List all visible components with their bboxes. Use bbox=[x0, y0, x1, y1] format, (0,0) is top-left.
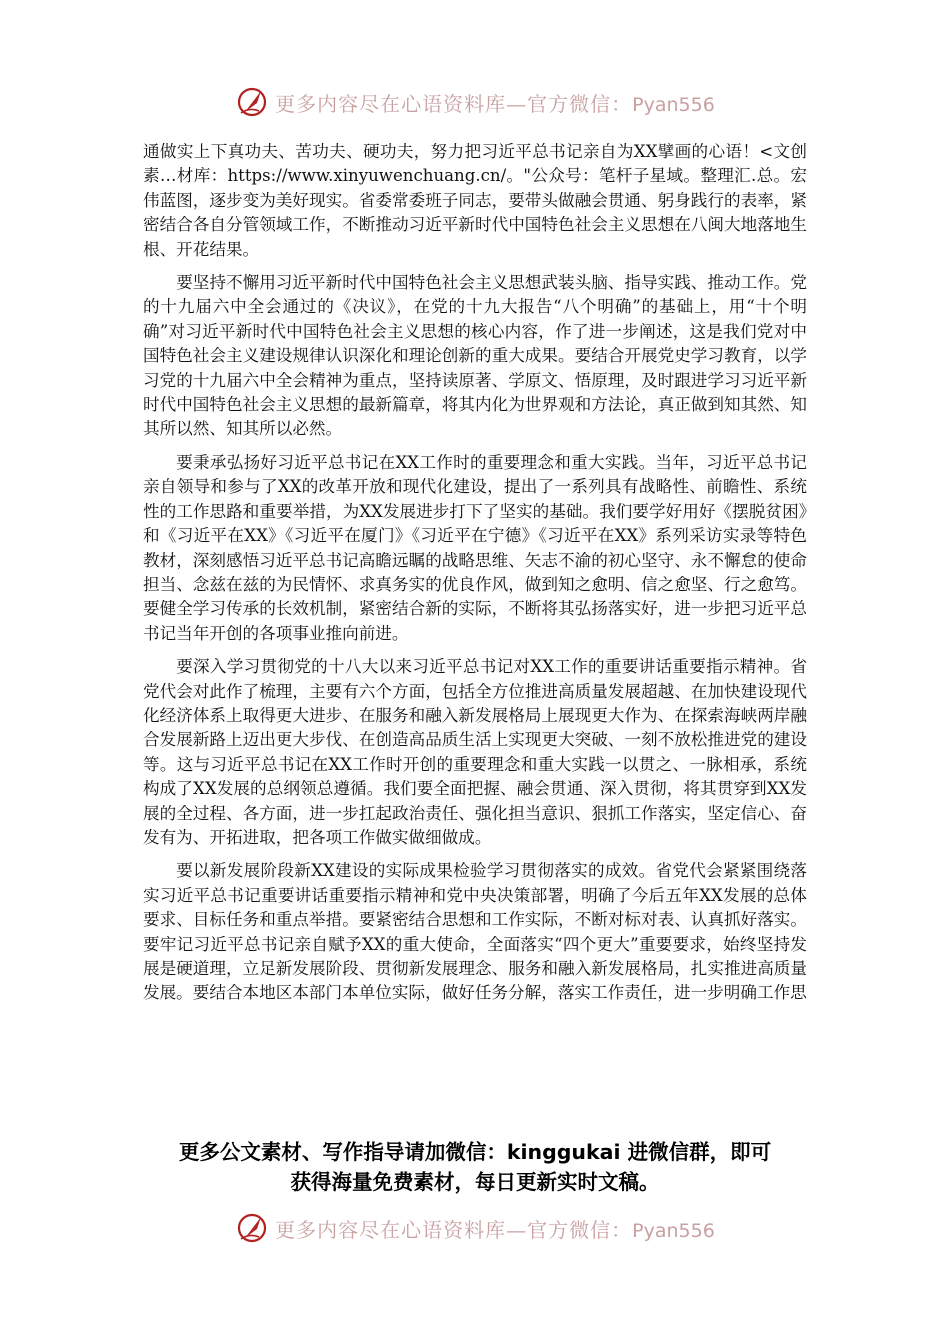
promo-line-1: 更多公文素材、写作指导请加微信：kinggukai 进微信群，即可 bbox=[178, 1140, 772, 1164]
paragraph-3: 要秉承弘扬好习近平总书记在XX工作时的重要理念和重大实践。当年，习近平总书记亲自领导和参与了XX的改革开放和现代化建设，提出了一系列具有战略性、前瞻性、系统性的工作思路和重要举措，为XX发展进步打下了坚实的基础。我们要学好用好《摆脱贫困》和《习近平在XX》《习近平在厦门》《习近平在宁德》《习近平在XX》系列采访实录等特色教材，深刻感悟习近平总书记高瞻远瞩的战略思维、矢志不渝的初心坚守、永不懈怠的使命担当、念兹在兹的为民情怀、求真务实的优良作风，做到知之愈明、信之愈坚、行之愈笃。要健全学习传承的长效机制，紧密结合新的实际，不断将其弘扬落实好，进一步把习近平总书记当年开创的各项事业推向前进。 bbox=[143, 452, 807, 643]
quill-logo-icon bbox=[235, 1211, 269, 1245]
promo-line-2: 获得海量免费素材，每日更新实时文稿。 bbox=[290, 1170, 660, 1194]
header-banner bbox=[0, 82, 950, 122]
paragraph-1: 通做实上下真功夫、苦功夫、硬功夫，努力把习近平总书记亲自为XX擘画的心语！<文创素…材库：https://www.xinyuwenchuang.cn/。"公众号：笔杆子星域。整理汇.总。宏伟蓝图，逐步变为美好现实。省委常委班子同志，要带头做融会贯通、躬身践行的表率，紧密结合各自分管领域工作，不断推动习近平新时代中国特色社会主义思想在八闽大地落地生根、开花结果。 bbox=[143, 142, 807, 259]
document-body bbox=[143, 140, 807, 1015]
footer-banner-text: 更多内容尽在心语资料库—官方微信：Pyan556 bbox=[275, 1217, 715, 1242]
paragraph-2: 要坚持不懈用习近平新时代中国特色社会主义思想武装头脑、指导实践、推动工作。党的十九届六中全会通过的《决议》，在党的十九大报告“八个明确”的基础上，用“十个明确”对习近平新时代中国特色社会主义思想的核心内容，作了进一步阐述，这是我们党对中国特色社会主义建设规律认识深化和理论创新的重大成果。要结合开展党史学习教育，以学习党的十九届六中全会精神为重点，坚持读原著、学原文、悟原理，及时跟进学习习近平新时代中国特色社会主义思想的最新篇章，将其内化为世界观和方法论，真正做到知其然、知其所以然、知其所以必然。 bbox=[143, 273, 807, 439]
header-banner-text: 更多内容尽在心语资料库—官方微信：Pyan556 bbox=[275, 91, 715, 116]
promo-notice bbox=[120, 1137, 830, 1197]
quill-logo-icon bbox=[235, 85, 269, 119]
header-wechat-id: Pyan556 bbox=[632, 93, 715, 116]
paragraph-5: 要以新发展阶段新XX建设的实际成果检验学习贯彻落实的成效。省党代会紧紧围绕落实习近平总书记重要讲话重要指示精神和党中央决策部署，明确了今后五年XX发展的总体要求、目标任务和重点举措。要紧密结合思想和工作实际，不断对标对表、认真抓好落实。要牢记习近平总书记亲自赋予XX的重大使命，全面落实“四个更大”重要要求，始终坚持发展是硬道理，立足新发展阶段、贯彻新发展理念、服务和融入新发展格局，扎实推进高质量发展。要结合本地区本部门本单位实际，做好任务分解，落实工作责任，进一步明确工作思 bbox=[143, 861, 807, 1003]
footer-banner bbox=[0, 1208, 950, 1248]
footer-wechat-id: Pyan556 bbox=[632, 1219, 715, 1242]
paragraph-4: 要深入学习贯彻党的十八大以来习近平总书记对XX工作的重要讲话重要指示精神。省党代会对此作了梳理，主要有六个方面，包括全方位推进高质量发展超越、在加快建设现代化经济体系上取得更大进步、在服务和融入新发展格局上展现更大作为、在探索海峡两岸融合发展新路上迈出更大步伐、在创造高品质生活上实现更大突破、一刻不放松推进党的建设等。这与习近平总书记在XX工作时开创的重要理念和重大实践一以贯之、一脉相承，系统构成了XX发展的总纲领总遵循。我们要全面把握、融会贯通、深入贯彻，将其贯穿到XX发展的全过程、各方面，进一步扛起政治责任、强化担当意识、狠抓工作落实，坚定信心、奋发有为、开拓进取，把各项工作做实做细做成。 bbox=[143, 657, 807, 847]
